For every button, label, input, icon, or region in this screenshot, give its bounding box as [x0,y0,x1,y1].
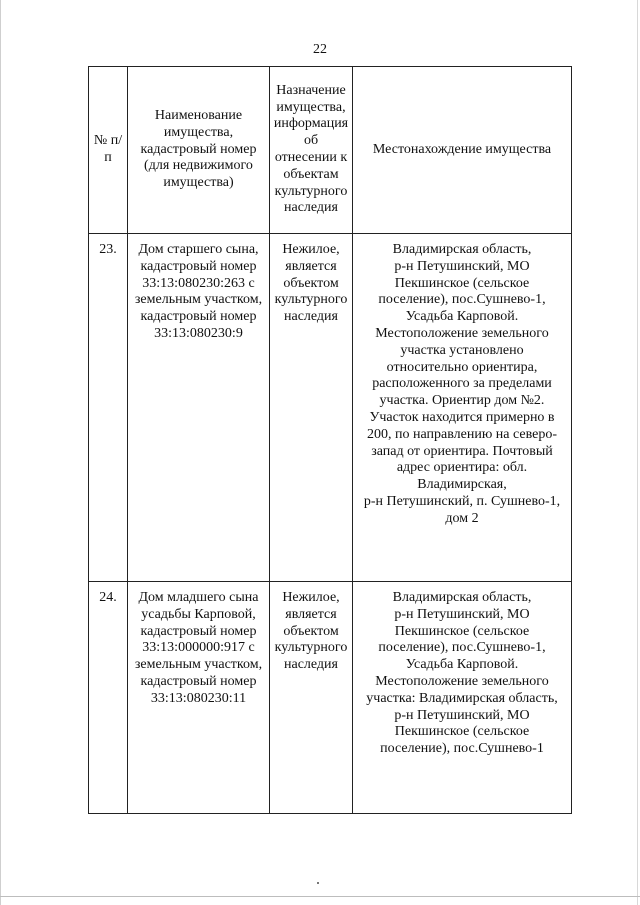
property-purpose: Нежилое, является объектом культурного наследия [270,582,353,814]
property-location: Владимирская область, р-н Петушинский, МО Пекшинское (сельское поселение), пос.Сушнево-1, Усадьба Карповой. Местоположение земельного участка установлено относительно ориентира, расположенного за пределами участка. Ориентир дом №2. Участок находится примерно в 200, по направлению на северо- запад от ориентира. Почтовый адрес ориентира: обл. Владимирская, р-н Петушинский, п. Сушнево-1, дом 2 [353,234,572,582]
header-number: № п/п [89,67,128,234]
property-location: Владимирская область, р-н Петушинский, МО Пекшинское (сельское поселение), пос.Сушнево-1, Усадьба Карповой. Местоположение земельного участка: Владимирская область, р-н Петушинский, МО Пекшинское (сельское поселение), пос.Сушнево-1 [353,582,572,814]
row-number: 24. [89,582,128,814]
scan-artifact [637,0,638,905]
header-purpose: Назначение имущества, информация об отнесении к объектам культурного наследия [270,67,353,234]
header-name: Наименование имущества, кадастровый номер (для недвижимого имущества) [128,67,270,234]
table-row [89,234,572,582]
scan-artifact [317,882,319,884]
row-number: 23. [89,234,128,582]
page-number: 22 [313,42,327,57]
property-table [88,66,572,814]
property-name: Дом младшего сына усадьбы Карповой, кадастровый номер 33:13:000000:917 с земельным участком, кадастровый номер 33:13:080230:11 [128,582,270,814]
header-location: Местонахождение имущества [353,67,572,234]
scan-artifact [0,0,1,905]
scan-artifact [0,896,640,897]
property-name: Дом старшего сына, кадастровый номер 33:13:080230:263 с земельным участком, кадастровый номер 33:13:080230:9 [128,234,270,582]
table-row [89,582,572,814]
table-header-row [89,67,572,234]
property-purpose: Нежилое, является объектом культурного наследия [270,234,353,582]
